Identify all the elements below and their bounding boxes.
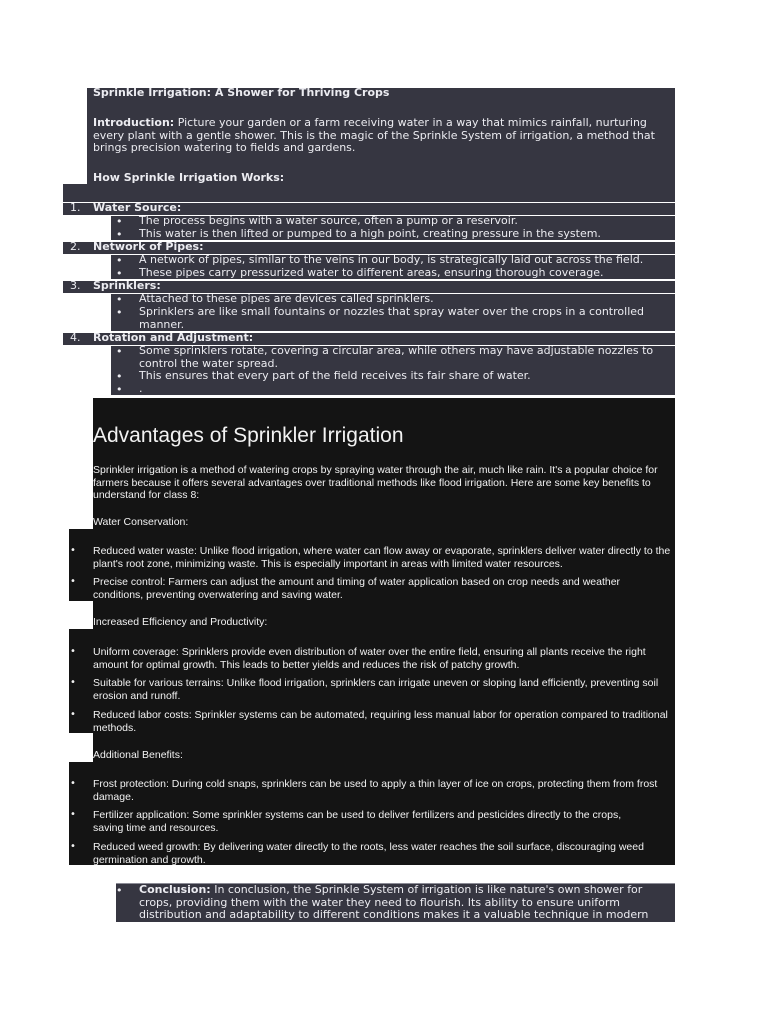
bullet-dot: • (116, 215, 123, 228)
intro-text: Picture your garden or a farm receiving water in a way that mimics rainfall, nurturing every plant with a gentle shower. This is the magic of the Sprinkle System of irrigation, a method that brings precision watering to fields and gardens. (93, 116, 655, 154)
step-bullet-text: Attached to these pipes are devices called sprinklers. (139, 292, 434, 305)
bullet-dot: • (116, 370, 123, 383)
step-title: Rotation and Adjustment: (93, 331, 254, 344)
bullet-dot: • (70, 778, 76, 789)
advantages-intro: Sprinkler irrigation is a method of watering crops by spraying water through the air, much like rain. It's a popular choice for farmers because it offers several advantages over traditional methods like flood irrigation. Here are some key benefits to understand for class 8: (93, 464, 658, 501)
conclusion-paragraph (139, 884, 669, 922)
step-bullet-text: The process begins with a water source, often a pump or a reservoir. (139, 214, 518, 227)
step-bullet-text: This water is then lifted or pumped to a high point, creating pressure in the system. (139, 227, 601, 240)
document-title: Sprinkle Irrigation: A Shower for Thriving Crops (93, 86, 390, 99)
bullet-dot: • (70, 677, 76, 688)
step-number: 4. (70, 331, 81, 344)
bullet-dot: • (70, 545, 76, 556)
advantages-heading: Advantages of Sprinkler Irrigation (93, 424, 404, 447)
bullet-dot: • (70, 576, 76, 587)
step-number: 3. (70, 279, 81, 292)
bullet-dot: • (116, 293, 123, 306)
bullet-dot: • (70, 646, 76, 657)
group-title: Water Conservation: (93, 516, 189, 528)
benefit-item: Precise control: Farmers can adjust the amount and timing of water application based on crop needs and weather conditions, preventing overwatering and saving water. (93, 576, 621, 601)
step-number: 2. (70, 240, 81, 253)
how-spacer-bar (63, 184, 675, 202)
bullet-dot: • (116, 254, 123, 267)
benefit-item: Reduced labor costs: Sprinkler systems can be automated, requiring less manual labor for operation compared to traditional methods. (93, 709, 668, 734)
conclusion-label: Conclusion: (139, 883, 211, 896)
how-heading: How Sprinkle Irrigation Works: (93, 171, 285, 184)
bullet-dot: • (116, 306, 123, 319)
bullet-dot: • (116, 345, 123, 358)
bullet-dot: • (70, 709, 76, 720)
bullet-dot: • (70, 841, 76, 852)
bullet-dot: • (116, 383, 123, 396)
bullet-dot: • (70, 809, 76, 820)
step-number: 1. (70, 201, 81, 214)
step-bullet-text: Sprinklers are like small fountains or nozzles that spray water over the crops in a controlled manner. (139, 305, 644, 331)
step-bullet-text: This ensures that every part of the field receives its fair share of water. (139, 369, 531, 382)
intro-paragraph (93, 117, 668, 155)
step-bullet-text: These pipes carry pressurized water to different areas, ensuring thorough coverage. (139, 266, 604, 279)
conclusion-text: In conclusion, the Sprinkle System of irrigation is like nature's own shower for crops, providing them with the water they need to flourish. Its ability to ensure uniform distribution and adaptability to different conditions makes it a valuable technique in modern (139, 883, 649, 921)
benefit-item: Frost protection: During cold snaps, sprinklers can be used to apply a thin layer of ice on crops, protecting them from frost damage. (93, 778, 658, 803)
intro-label: Introduction: (93, 116, 175, 129)
step-bullet-text: . (139, 382, 143, 395)
bullet-strip (69, 529, 95, 601)
step-bullet-text: Some sprinklers rotate, covering a circular area, while others may have adjustable nozzles to control the water spread. (139, 344, 654, 370)
group-title: Additional Benefits: (93, 749, 183, 761)
step-bullet-text: A network of pipes, similar to the veins in our body, is strategically laid out across the field. (139, 253, 644, 266)
benefit-item: Uniform coverage: Sprinklers provide even distribution of water over the entire field, ensuring all plants receive the right amount for optimal growth. This leads to better yields and reduces the risk of patchy growth. (93, 646, 646, 671)
bullet-dot: • (116, 884, 123, 897)
benefit-item: Reduced water waste: Unlike flood irrigation, where water can flow away or evaporate, sprinklers deliver water directly to the plant's root zone, minimizing waste. This is especially important in areas with limited water resources. (93, 545, 671, 570)
step-title: Sprinklers: (93, 279, 161, 292)
conclusion-block (116, 883, 675, 922)
step-title: Network of Pipes: (93, 240, 204, 253)
bullet-dot: • (116, 228, 123, 241)
benefit-item: Reduced weed growth: By delivering water directly to the roots, less water reaches the soil surface, discouraging weed germination and growth. (93, 841, 644, 866)
group-title: Increased Efficiency and Productivity: (93, 616, 268, 628)
benefit-item: Suitable for various terrains: Unlike flood irrigation, sprinklers can irrigate uneven or sloping land efficiently, preventing soil erosion and runoff. (93, 677, 659, 702)
bullet-dot: • (116, 267, 123, 280)
benefit-item: Fertilizer application: Some sprinkler systems can be used to deliver fertilizers and pesticides directly to the crops, saving time and resources. (93, 809, 622, 834)
step-title: Water Source: (93, 201, 182, 214)
